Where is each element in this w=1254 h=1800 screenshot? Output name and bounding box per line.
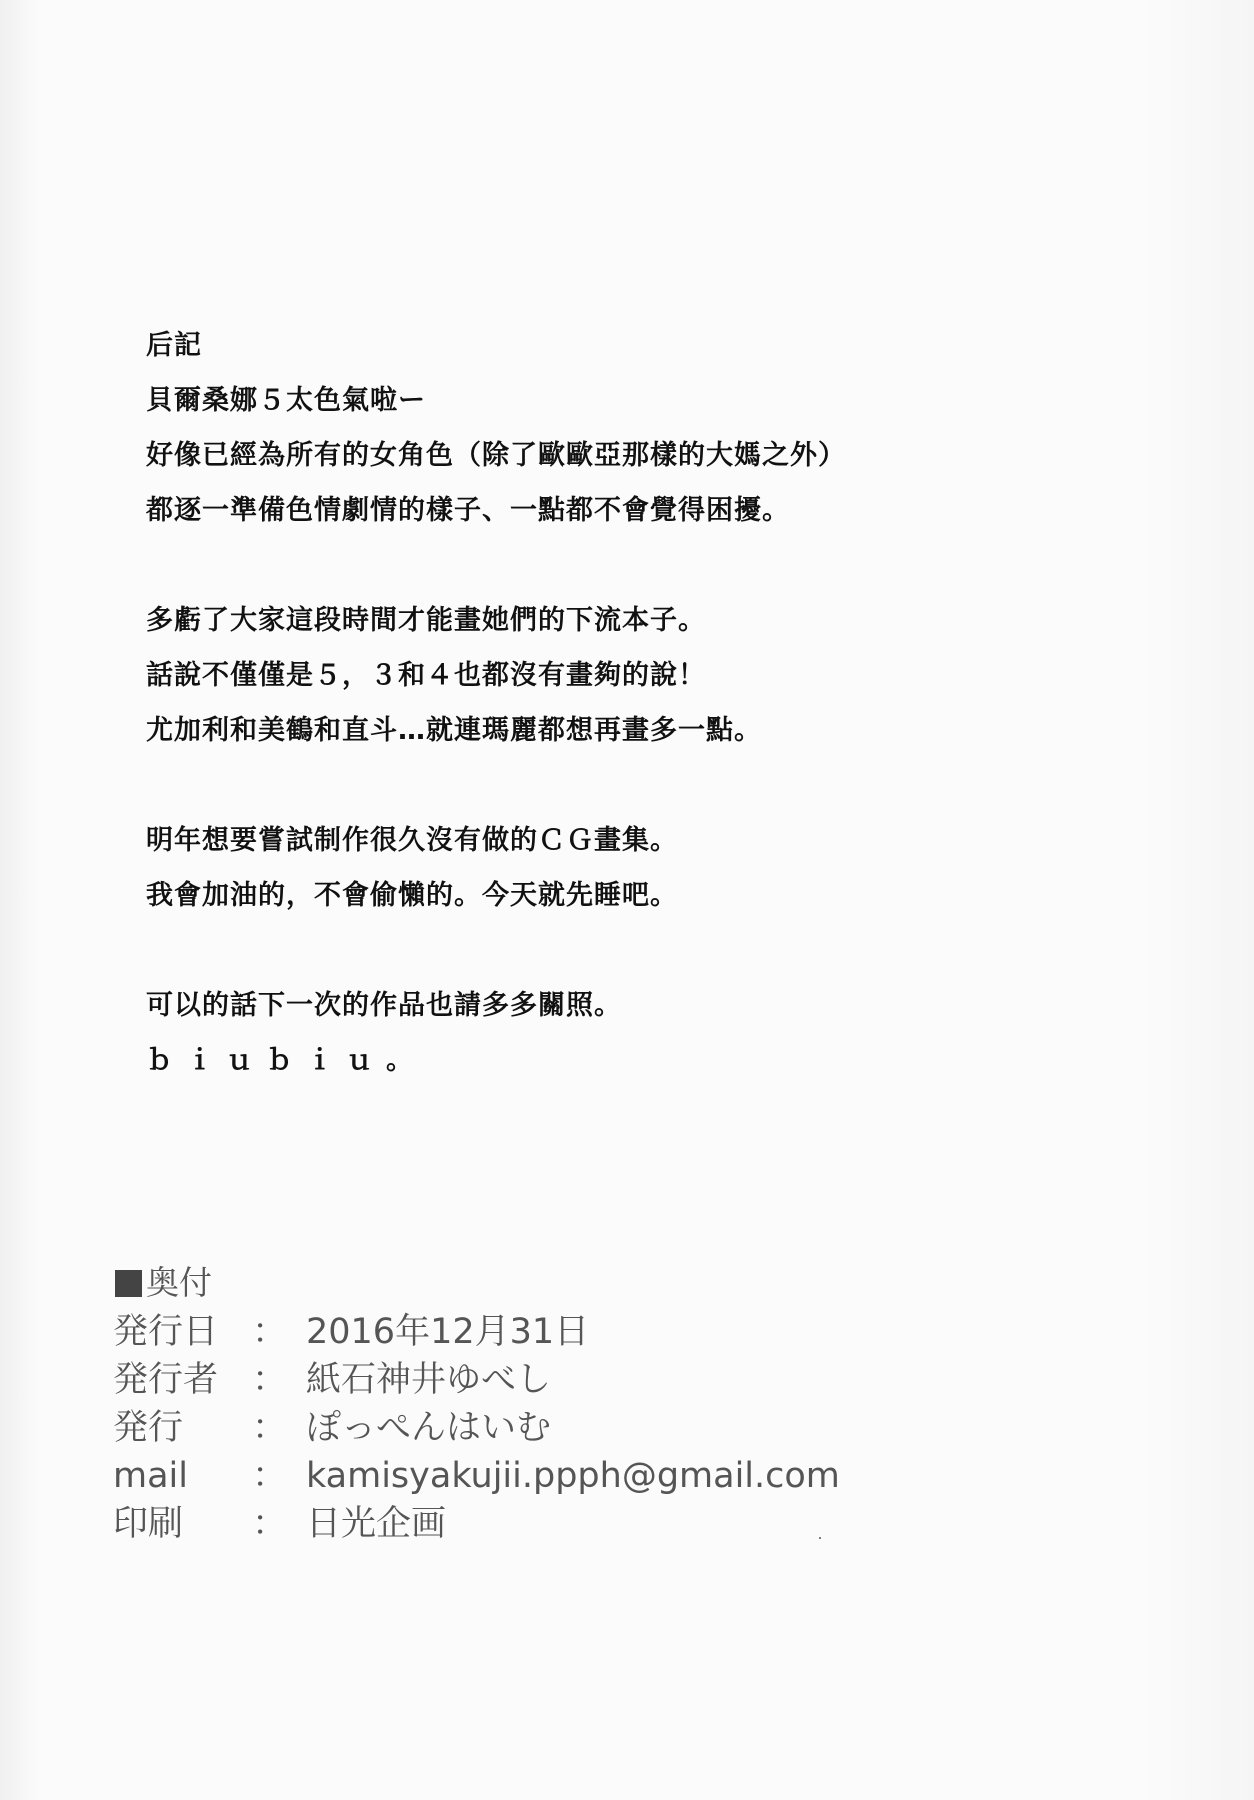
colophon-row-circle (113, 1404, 1113, 1452)
afterword-line: 都逐一準備色情劇情的樣子、一點都不會覺得困擾。 (146, 495, 790, 526)
colophon-row-publisher (113, 1356, 1113, 1404)
afterword-line: 可以的話下一次的作品也請多多關照。 (146, 990, 622, 1021)
afterword-line: 話說不僅僅是５，３和４也都沒有畫夠的說！ (146, 660, 706, 691)
paper-speck (819, 1537, 821, 1539)
colophon-label: 発行者 (113, 1360, 219, 1400)
afterword-section (146, 318, 1126, 1088)
colophon-colon: ： (251, 1456, 287, 1496)
colophon-mail-value: kamisyakujii.ppph@gmail.com (306, 1456, 840, 1496)
colophon-label: mail (113, 1456, 188, 1496)
paragraph-gap (146, 758, 1126, 813)
colophon-colon: ： (251, 1312, 287, 1352)
afterword-heading: 后記 (146, 330, 202, 361)
colophon-colon: ： (251, 1504, 287, 1544)
colophon-row-mail (113, 1452, 1113, 1500)
afterword-line: 尤加利和美鶴和直斗…就連瑪麗都想再畫多一點。 (146, 715, 762, 746)
afterword-signature: ｂｉｕｂｉｕ。 (146, 1045, 426, 1076)
colophon-heading-text: 奥付 (146, 1263, 212, 1302)
afterword-line: 多虧了大家這段時間才能畫她們的下流本子。 (146, 605, 706, 636)
colophon-section (113, 1258, 1113, 1548)
colophon-colon: ： (251, 1360, 287, 1400)
afterword-line: 好像已經為所有的女角色（除了歐歐亞那樣的大媽之外） (146, 440, 846, 471)
afterword-line: 貝爾桑娜５太色氣啦ー (146, 385, 426, 416)
paragraph-gap (146, 538, 1126, 593)
colophon-value: 紙石神井ゆべし (306, 1360, 552, 1400)
paragraph-gap (146, 923, 1126, 978)
colophon-label: 印刷 (113, 1504, 184, 1544)
colophon-heading (113, 1258, 1113, 1308)
afterword-line: 我會加油的，不會偷懶的。今天就先睡吧。 (146, 880, 678, 911)
colophon-value: 日光企画 (306, 1504, 447, 1544)
colophon-label: 発行 (113, 1408, 184, 1448)
colophon-value: ぽっぺんはいむ (306, 1408, 552, 1448)
colophon-value: 2016年12月31日 (306, 1312, 590, 1352)
black-square-icon (115, 1270, 142, 1297)
colophon-row-publish-date (113, 1308, 1113, 1356)
colophon-row-printer (113, 1500, 1113, 1548)
afterword-line: 明年想要嘗試制作很久沒有做的ＣＧ畫集。 (146, 825, 678, 856)
colophon-colon: ： (251, 1408, 287, 1448)
colophon-label: 発行日 (113, 1312, 219, 1352)
